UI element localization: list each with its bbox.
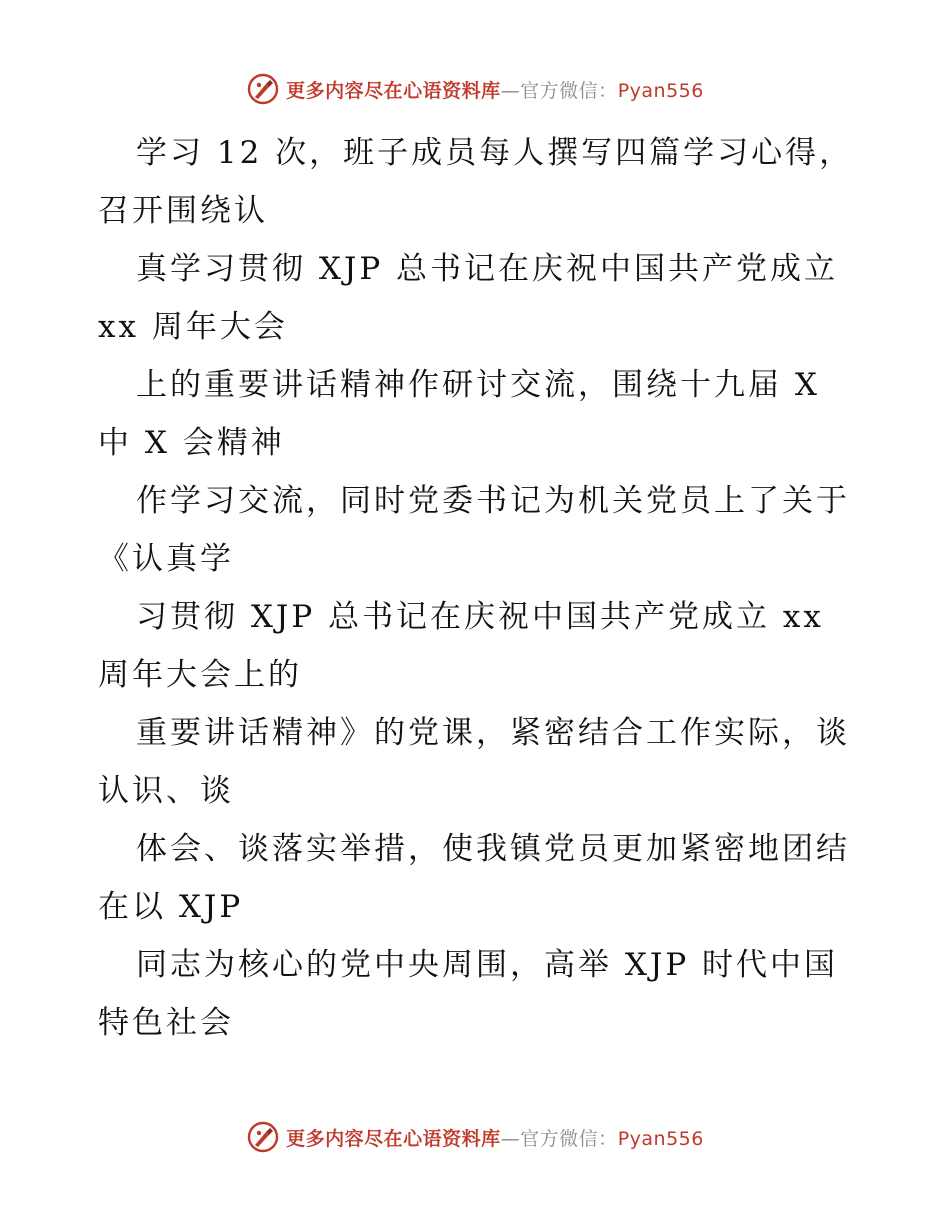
text-line: 体会、谈落实举措，使我镇党员更加紧密地团结 <box>136 831 850 867</box>
pen-logo-icon <box>246 72 280 106</box>
watermark-dash: — <box>500 1127 521 1150</box>
text-line: 认识、谈 <box>98 773 234 809</box>
text-line: 作学习交流，同时党委书记为机关党员上了关于 <box>136 483 850 519</box>
watermark-wechat-label: 官方微信： <box>520 1127 618 1150</box>
watermark-text <box>286 1124 704 1151</box>
document-body <box>98 124 858 1052</box>
watermark-main: 更多内容尽在心语资料库 <box>286 79 501 102</box>
text-line: 中 X 会精神 <box>98 425 285 461</box>
text-line: 召开围绕认 <box>98 193 268 229</box>
text-line: 同志为核心的党中央周围，高举 XJP 时代中国 <box>136 947 839 983</box>
watermark-wechat-label: 官方微信： <box>520 79 618 102</box>
text-line: 周年大会上的 <box>98 657 302 693</box>
text-line: 《认真学 <box>98 541 234 577</box>
text-line: 真学习贯彻 XJP 总书记在庆祝中国共产党成立 <box>136 251 839 287</box>
watermark-main: 更多内容尽在心语资料库 <box>286 1127 501 1150</box>
text-line: 重要讲话精神》的党课，紧密结合工作实际，谈 <box>136 715 850 751</box>
text-line: 在以 XJP <box>98 889 244 925</box>
header-watermark <box>0 72 950 106</box>
watermark-text <box>286 76 704 103</box>
pen-logo-icon <box>246 1120 280 1154</box>
text-line: 习贯彻 XJP 总书记在庆祝中国共产党成立 xx <box>136 599 824 635</box>
watermark-dash: — <box>500 79 521 102</box>
text-line: 学习 12 次，班子成员每人撰写四篇学习心得， <box>136 135 854 171</box>
text-line: 特色社会 <box>98 1005 234 1041</box>
text-line: xx 周年大会 <box>98 309 288 345</box>
watermark-wechat-id: Pyan556 <box>617 1127 704 1150</box>
footer-watermark <box>0 1120 950 1154</box>
text-line: 上的重要讲话精神作研讨交流，围绕十九届 X <box>136 367 820 403</box>
watermark-wechat-id: Pyan556 <box>617 79 704 102</box>
